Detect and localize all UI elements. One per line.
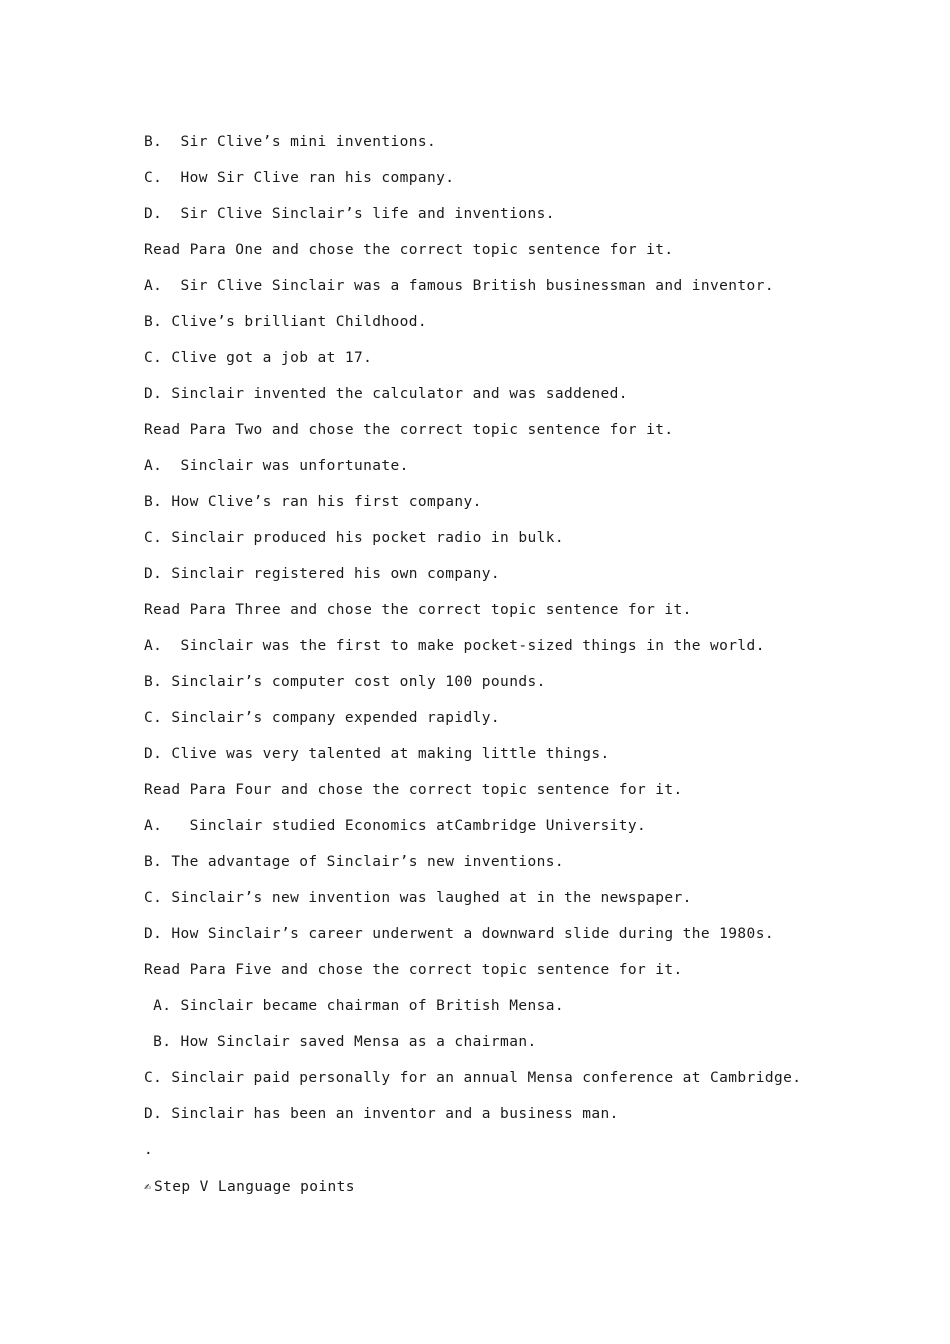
option-b-para-four: B. The advantage of Sinclair’s new inventions. [144, 854, 564, 870]
option-d-para-one: D. Sinclair invented the calculator and was saddened. [144, 386, 628, 402]
option-c-para-two: C. Sinclair produced his pocket radio in bulk. [144, 530, 564, 546]
option-c-para-four: C. Sinclair’s new invention was laughed at in the newspaper. [144, 890, 692, 906]
option-a-para-one: A. Sir Clive Sinclair was a famous British businessman and inventor. [144, 278, 774, 294]
option-c-para-five: C. Sinclair paid personally for an annual Mensa conference at Cambridge. [144, 1070, 802, 1086]
document-body [144, 124, 864, 1204]
option-b-intro: B. Sir Clive’s mini inventions. [144, 134, 437, 150]
separator-dot: . [144, 1142, 154, 1158]
step-label: Step V Language points [154, 1179, 355, 1195]
question-para-three: Read Para Three and chose the correct topic sentence for it. [144, 602, 692, 618]
question-para-one: Read Para One and chose the correct topic sentence for it. [144, 242, 674, 258]
option-b-para-one: B. Clive’s brilliant Childhood. [144, 314, 428, 330]
option-c-para-one: C. Clive got a job at 17. [144, 350, 373, 366]
pencil-hand-icon: ✍ [144, 1179, 152, 1193]
option-a-para-five: A. Sinclair became chairman of British Mensa. [144, 998, 564, 1014]
question-para-four: Read Para Four and chose the correct topic sentence for it. [144, 782, 683, 798]
question-para-five: Read Para Five and chose the correct topic sentence for it. [144, 962, 683, 978]
step-heading [144, 1168, 864, 1204]
option-a-para-two: A. Sinclair was unfortunate. [144, 458, 409, 474]
option-b-para-two: B. How Clive’s ran his first company. [144, 494, 482, 510]
option-c-intro: C. How Sir Clive ran his company. [144, 170, 455, 186]
option-a-para-three: A. Sinclair was the first to make pocket-sized things in the world. [144, 638, 765, 654]
option-d-para-three: D. Clive was very talented at making little things. [144, 746, 610, 762]
option-d-para-five: D. Sinclair has been an inventor and a business man. [144, 1106, 619, 1122]
option-a-para-four: A. Sinclair studied Economics atCambridge University. [144, 818, 647, 834]
option-d-para-four: D. How Sinclair’s career underwent a downward slide during the 1980s. [144, 926, 774, 942]
option-c-para-three: C. Sinclair’s company expended rapidly. [144, 710, 501, 726]
option-b-para-five: B. How Sinclair saved Mensa as a chairman. [144, 1034, 537, 1050]
option-b-para-three: B. Sinclair’s computer cost only 100 pounds. [144, 674, 546, 690]
option-d-intro: D. Sir Clive Sinclair’s life and inventions. [144, 206, 555, 222]
question-para-two: Read Para Two and chose the correct topic sentence for it. [144, 422, 674, 438]
option-d-para-two: D. Sinclair registered his own company. [144, 566, 501, 582]
